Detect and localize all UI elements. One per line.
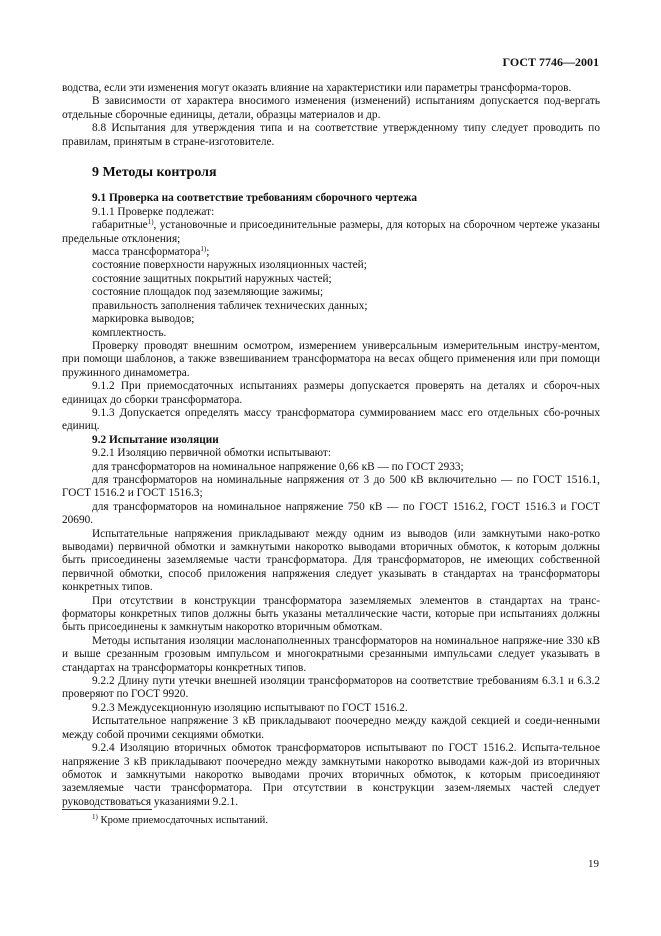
- footnote-rule: [62, 809, 152, 810]
- footnote-block: [62, 809, 600, 826]
- paragraph: для трансформаторов на номинальное напряжение 0,66 кВ — по ГОСТ 2933;: [92, 460, 464, 473]
- paragraph: 9.2.1 Изоляцию первичной обмотки испытывают:: [92, 447, 332, 460]
- paragraph: В зависимости от характера вносимого изменения (изменений) испытаниям допускается под-вергать отдельные сборочные единицы, детали, образцы материалов и др.: [62, 95, 600, 121]
- paragraph: водства, если эти изменения могут оказать влияние на характеристики или параметры трансформа-торов.: [62, 82, 572, 94]
- paragraph: Методы испытания изоляции маслонаполненных трансформаторов на номинальное напряже-ние 330 кВ и выше срезанным грозовым импульсом и многократными срезанными импульсами следует указывать в стандартах на трансформаторы конкретных типов.: [62, 634, 600, 674]
- paragraph: маркировка выводов;: [92, 313, 195, 326]
- paragraph: состояние площадок под заземляющие зажимы;: [92, 286, 324, 299]
- paragraph: состояние защитных покрытий наружных частей;: [92, 272, 332, 285]
- paragraph: Испытательные напряжения прикладывают между одним из выводов (или замкнутыми нако-ротко выводами) первичной обмотки и замкнутыми накоротко выводами вторичных обмоток, к которым должны быть присоединены заземляемые части трансформатора. Для трансформаторов, не имеющих собственной первичной обмотки, способ приложения напряжения следует указывать в стандартах на трансформаторы конкретных типов.: [62, 527, 600, 594]
- subsection-heading: 9.2 Испытание изоляции: [92, 433, 219, 446]
- footnote-ref: 1): [147, 218, 154, 227]
- paragraph: для трансформаторов на номинальные напряжения от 3 до 500 кВ включительно — по ГОСТ 1516.1, ГОСТ 1516.2 и ГОСТ 1516.3;: [62, 473, 600, 500]
- footnote-ref: 1): [200, 245, 207, 254]
- paragraph: 9.1.3 Допускается определять массу трансформатора суммированием масс его отдельных сбо-рочных единиц.: [62, 406, 600, 433]
- paragraph: 9.1.1 Проверке подлежат:: [92, 205, 215, 218]
- paragraph: Проверку проводят внешним осмотром, измерением универсальным измерительным инстру-ментом, при помощи шаблонов, а также взвешиванием трансформатора на весах общего применения или при помощи пружинного динамометра.: [62, 339, 600, 379]
- paragraph: габаритные$^{1)}$, установочные и присоединительные размеры, для которых на сборочном чертеже указаны предельные отклонения;: [62, 218, 600, 245]
- paragraph: Испытательное напряжение 3 кВ прикладывают поочередно между каждой секцией и соеди-ненными между собой прочими секциями обмотки.: [62, 715, 600, 741]
- paragraph: для трансформаторов на номинальное напряжение 750 кВ — по ГОСТ 1516.2, ГОСТ 1516.3 и ГОСТ 20690.: [62, 500, 600, 527]
- paragraph: 8.8 Испытания для утверждения типа и на соответствие утвержденному типу следует проводить по правилам, принятым в стране-изготовителе.: [62, 122, 600, 148]
- paragraph: правильность заполнения табличек технических данных;: [92, 299, 368, 312]
- paragraph: 9.2.3 Междусекционную изоляцию испытывают по ГОСТ 1516.2.: [92, 701, 408, 714]
- paragraph: При отсутствии в конструкции трансформатора заземляемых элементов в стандартах на транс-форматоры конкретных типов должны быть указаны металлические части, которые при испытаниях должны быть присоединены к замкнутым накоротко вторичным обмоткам.: [62, 594, 600, 634]
- paragraph: масса трансформатора$^{1)}$;: [92, 245, 210, 259]
- subsection-heading: 9.1 Проверка на соответствие требованиям сборочного чертежа: [92, 192, 418, 205]
- footnote-mark: 1): [92, 813, 98, 821]
- section-heading: 9 Методы контроля: [92, 165, 217, 181]
- page-number: 19: [588, 858, 599, 870]
- paragraph: 9.1.2 При приемосдаточных испытаниях размеры допускается проверять на деталях и сбороч-ных единицах до сборки трансформатора.: [62, 380, 600, 406]
- paragraph: комплектность.: [92, 326, 167, 339]
- document-body: [62, 82, 600, 809]
- paragraph: состояние поверхности наружных изоляционных частей;: [92, 259, 367, 272]
- footnote: [92, 815, 600, 826]
- paragraph: 9.2.2 Длину пути утечки внешней изоляции трансформаторов на соответствие требованиям 6.3.1 и 6.3.2 проверяют по ГОСТ 9920.: [62, 675, 600, 701]
- running-header: ГОСТ 7746—2001: [502, 55, 599, 69]
- paragraph: 9.2.4 Изоляцию вторичных обмоток трансформаторов испытывают по ГОСТ 1516.2. Испыта-тельное напряжение 3 кВ прикладывают поочередно между замкнутыми накоротко выводами каж-дой из вторичных обмоток и замкнутыми накоротко выводами прочих вторичных обмоток, к которым присоединяют заземляемые части трансформатора. При отсутствии в конструкции зазем-ляемых частей следует руководствоваться указаниями 9.2.1.: [62, 742, 600, 808]
- footnote-text: Кроме приемосдаточных испытаний.: [100, 815, 268, 826]
